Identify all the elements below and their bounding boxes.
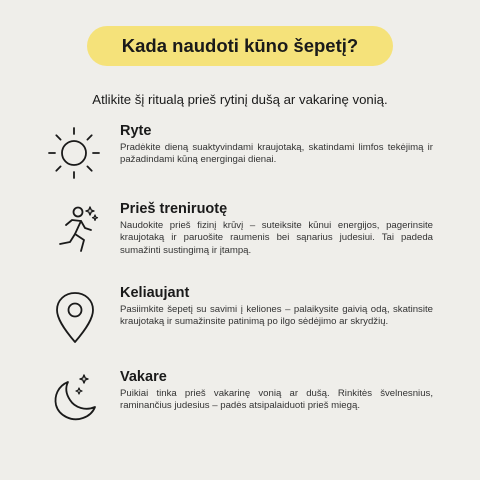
section-heading: Prieš treniruotę [120,201,228,217]
section-before-workout [48,201,433,281]
moon-stars-icon [48,369,108,429]
page-subtitle: Atlikite šį ritualą prieš rytinį dušą ar vakarinę vonią. [92,92,388,107]
page-title: Kada naudoti kūno šepetį? [121,35,359,56]
sun-icon [48,123,108,183]
section-text: Puikiai tinka prieš vakarinę vonią ar dušą. Rinkitės švelnesnius, raminančius judesius – padės atsipalaiduoti prieš miegą. [120,388,433,412]
section-text: Pasiimkite šepetį su savimi į keliones – palaikysite gaivią odą, skatinsite kraujotaką ir sumažinsite patinimą po ilgo sėdėjimo ar skrydžių. [120,304,433,328]
location-pin-icon [48,288,108,348]
running-person-icon [48,201,108,261]
section-heading: Vakare [120,369,167,385]
section-heading: Ryte [120,123,152,139]
section-text: Pradėkite dieną suaktyvindami kraujotaką, skatindami limfos tekėjimą ir pažadindami kūną energingai dienai. [120,142,433,166]
section-morning [48,123,433,203]
section-heading: Keliaujant [120,285,190,301]
section-traveling [48,285,433,365]
section-evening [48,369,433,449]
title-pill [87,26,393,66]
section-text: Naudokite prieš fizinį krūvį – suteiksite kūnui energijos, pagerinsite kraujotaką ir paruošite raumenis bei sąnarius judesiui. Tai padeda sumažinti sustingimą ir įtampą. [120,220,433,256]
